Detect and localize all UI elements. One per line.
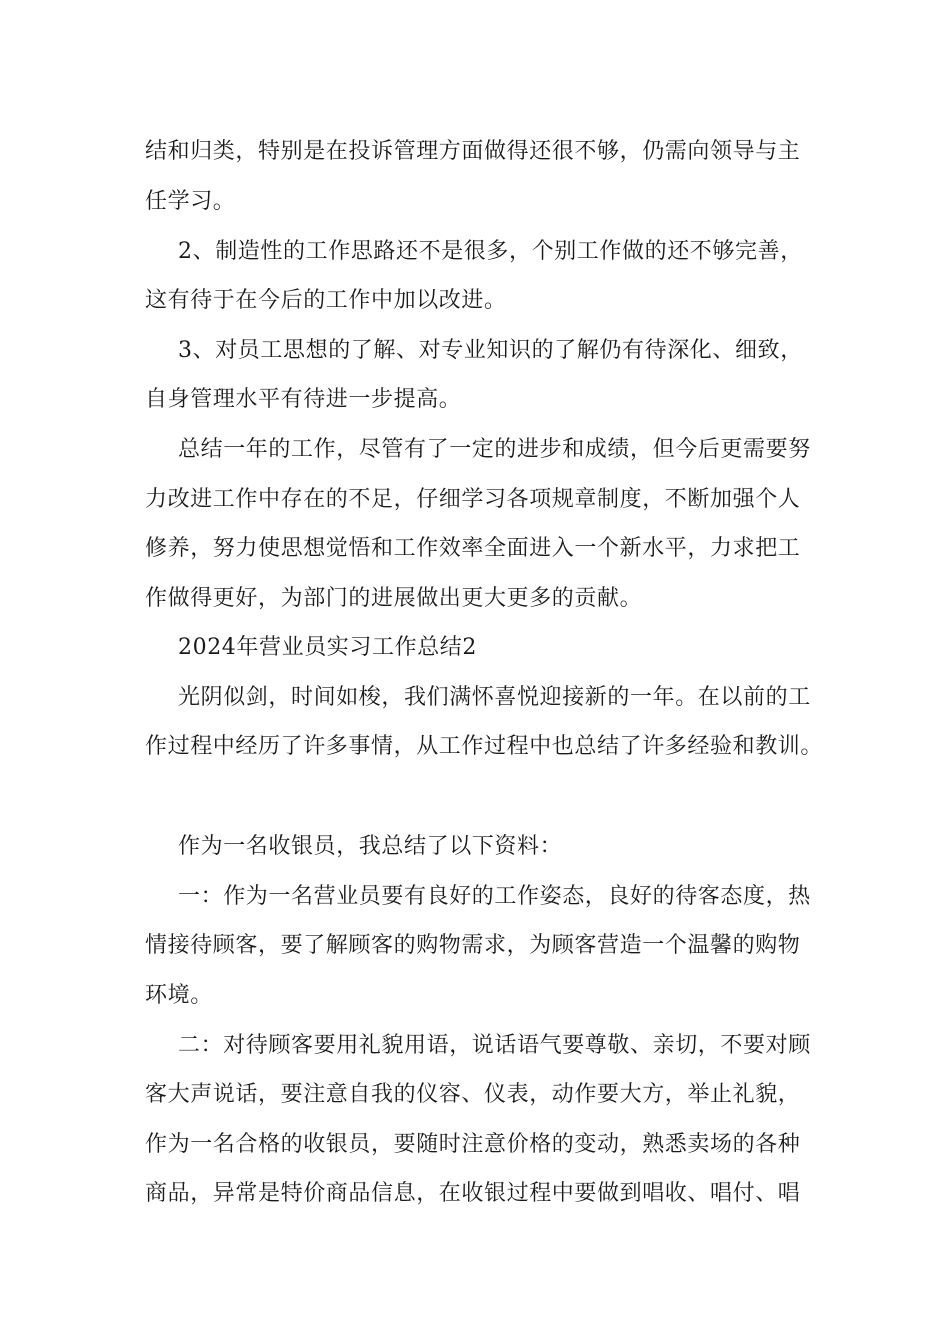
- paragraph-line: 自身管理水平有待进一步提高。: [145, 387, 462, 412]
- section-heading: 2024年营业员实习工作总结2: [178, 635, 477, 660]
- paragraph-line: 任学习。: [145, 189, 236, 214]
- paragraph-line: 作做得更好，为部门的进展做出更大更多的贡献。: [145, 586, 643, 611]
- paragraph-line: 环境。: [145, 983, 213, 1008]
- paragraph-line: 修养，努力使思想觉悟和工作效率全面进入一个新水平，力求把工: [145, 536, 801, 561]
- paragraph-line: 商品，异常是特价商品信息，在收银过程中要做到唱收、唱付、唱: [145, 1181, 801, 1206]
- paragraph-line: 作为一名收银员，我总结了以下资料：: [178, 834, 563, 859]
- paragraph-line: 总结一年的工作，尽管有了一定的进步和成绩，但今后更需要努: [178, 437, 811, 462]
- paragraph-line: 3、对员工思想的了解、对专业知识的了解仍有待深化、细致，: [178, 338, 803, 363]
- paragraph-line: 一：作为一名营业员要有良好的工作姿态，良好的待客态度，热: [178, 884, 811, 909]
- paragraph-line: 力改进工作中存在的不足，仔细学习各项规章制度，不断加强个人: [145, 487, 801, 512]
- paragraph-line: 结和归类，特别是在投诉管理方面做得还很不够，仍需向领导与主: [145, 139, 801, 164]
- paragraph-line: 这有待于在今后的工作中加以改进。: [145, 288, 507, 313]
- paragraph-line: 情接待顾客，要了解顾客的购物需求，为顾客营造一个温馨的购物: [145, 933, 801, 958]
- paragraph-line: 客大声说话，要注意自我的仪容、仪表，动作要大方，举止礼貌，: [145, 1082, 801, 1107]
- paragraph-line: 光阴似剑，时间如梭，我们满怀喜悦迎接新的一年。在以前的工: [178, 685, 811, 710]
- paragraph-line: 二：对待顾客要用礼貌用语，说话语气要尊敬、亲切，不要对顾: [178, 1033, 811, 1058]
- paragraph-line: 2、制造性的工作思路还不是很多，个别工作做的还不够完善，: [178, 239, 803, 264]
- paragraph-line: 作过程中经历了许多事情，从工作过程中也总结了许多经验和教训。: [145, 734, 824, 759]
- paragraph-line: 作为一名合格的收银员，要随时注意价格的变动，熟悉卖场的各种: [145, 1132, 801, 1157]
